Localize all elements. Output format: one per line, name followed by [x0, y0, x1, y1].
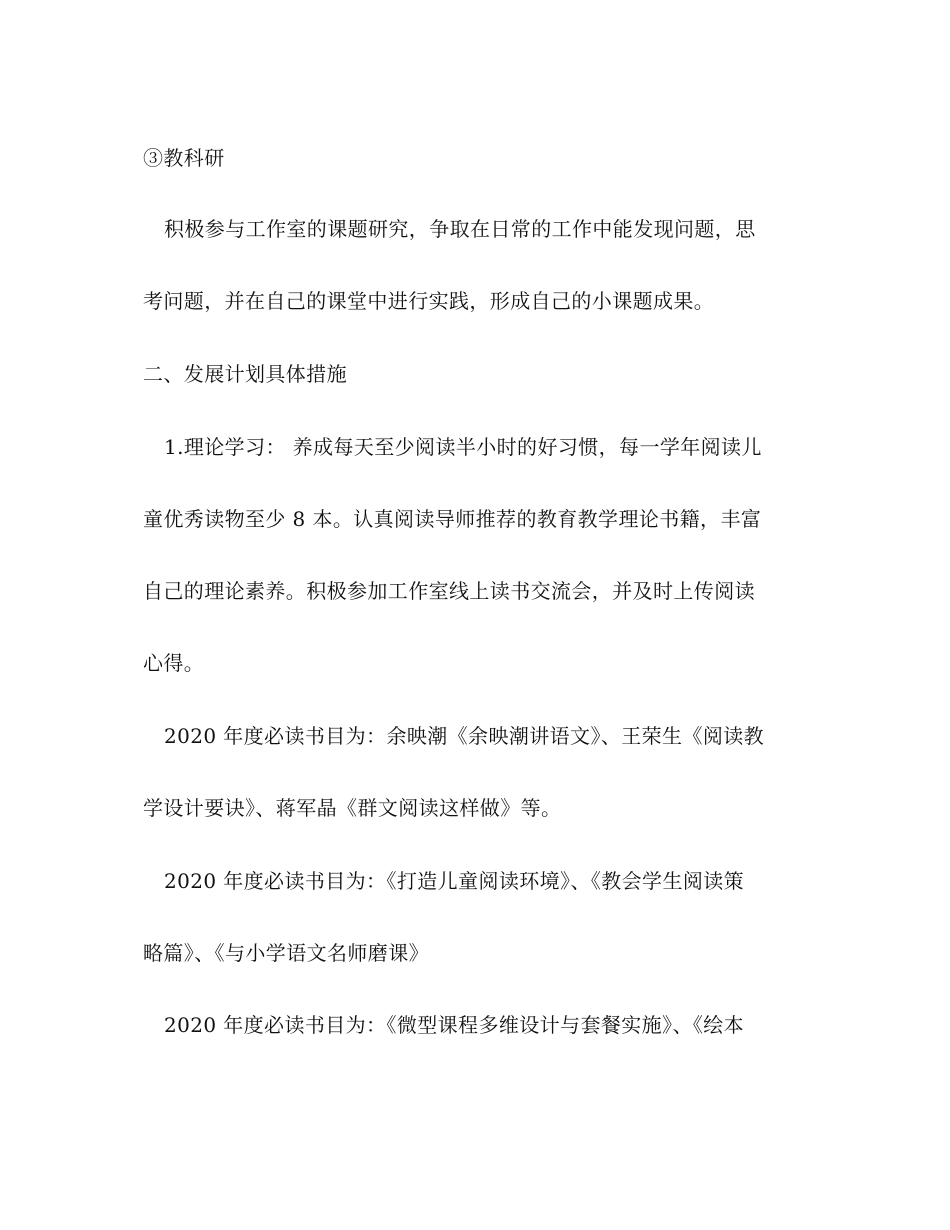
- section-heading: 二、发展计划具体措施: [143, 362, 347, 386]
- paragraph-line: 略篇》、《与小学语文名师磨课》: [143, 941, 429, 965]
- paragraph-line: 1.理论学习： 养成每天至少阅读半小时的好习惯，每一学年阅读儿: [164, 435, 762, 459]
- paragraph-line: 考问题，并在自己的课堂中进行实践，形成自己的小课题成果。: [143, 289, 715, 313]
- paragraph-line: 学设计要诀》、蒋军晶《群文阅读这样做》等。: [143, 796, 562, 820]
- paragraph-line: 童优秀读物至少 8 本。认真阅读导师推荐的教育教学理论书籍，丰富: [143, 507, 762, 531]
- heading-teaching-research: ③教科研: [143, 146, 225, 170]
- paragraph-line: 心得。: [143, 651, 205, 675]
- paragraph-line: 积极参与工作室的课题研究，争取在日常的工作中能发现问题，思: [164, 217, 756, 241]
- paragraph-line: 2020 年度必读书目为：余映潮《余映潮讲语文》、王荣生《阅读教: [164, 724, 765, 748]
- paragraph-line: 2020 年度必读书目为：《打造儿童阅读环境》、《教会学生阅读策: [164, 869, 745, 893]
- paragraph-line: 自己的理论素养。积极参加工作室线上读书交流会，并及时上传阅读: [143, 579, 755, 603]
- paragraph-line: 2020 年度必读书目为：《微型课程多维设计与套餐实施》、《绘本: [164, 1013, 745, 1037]
